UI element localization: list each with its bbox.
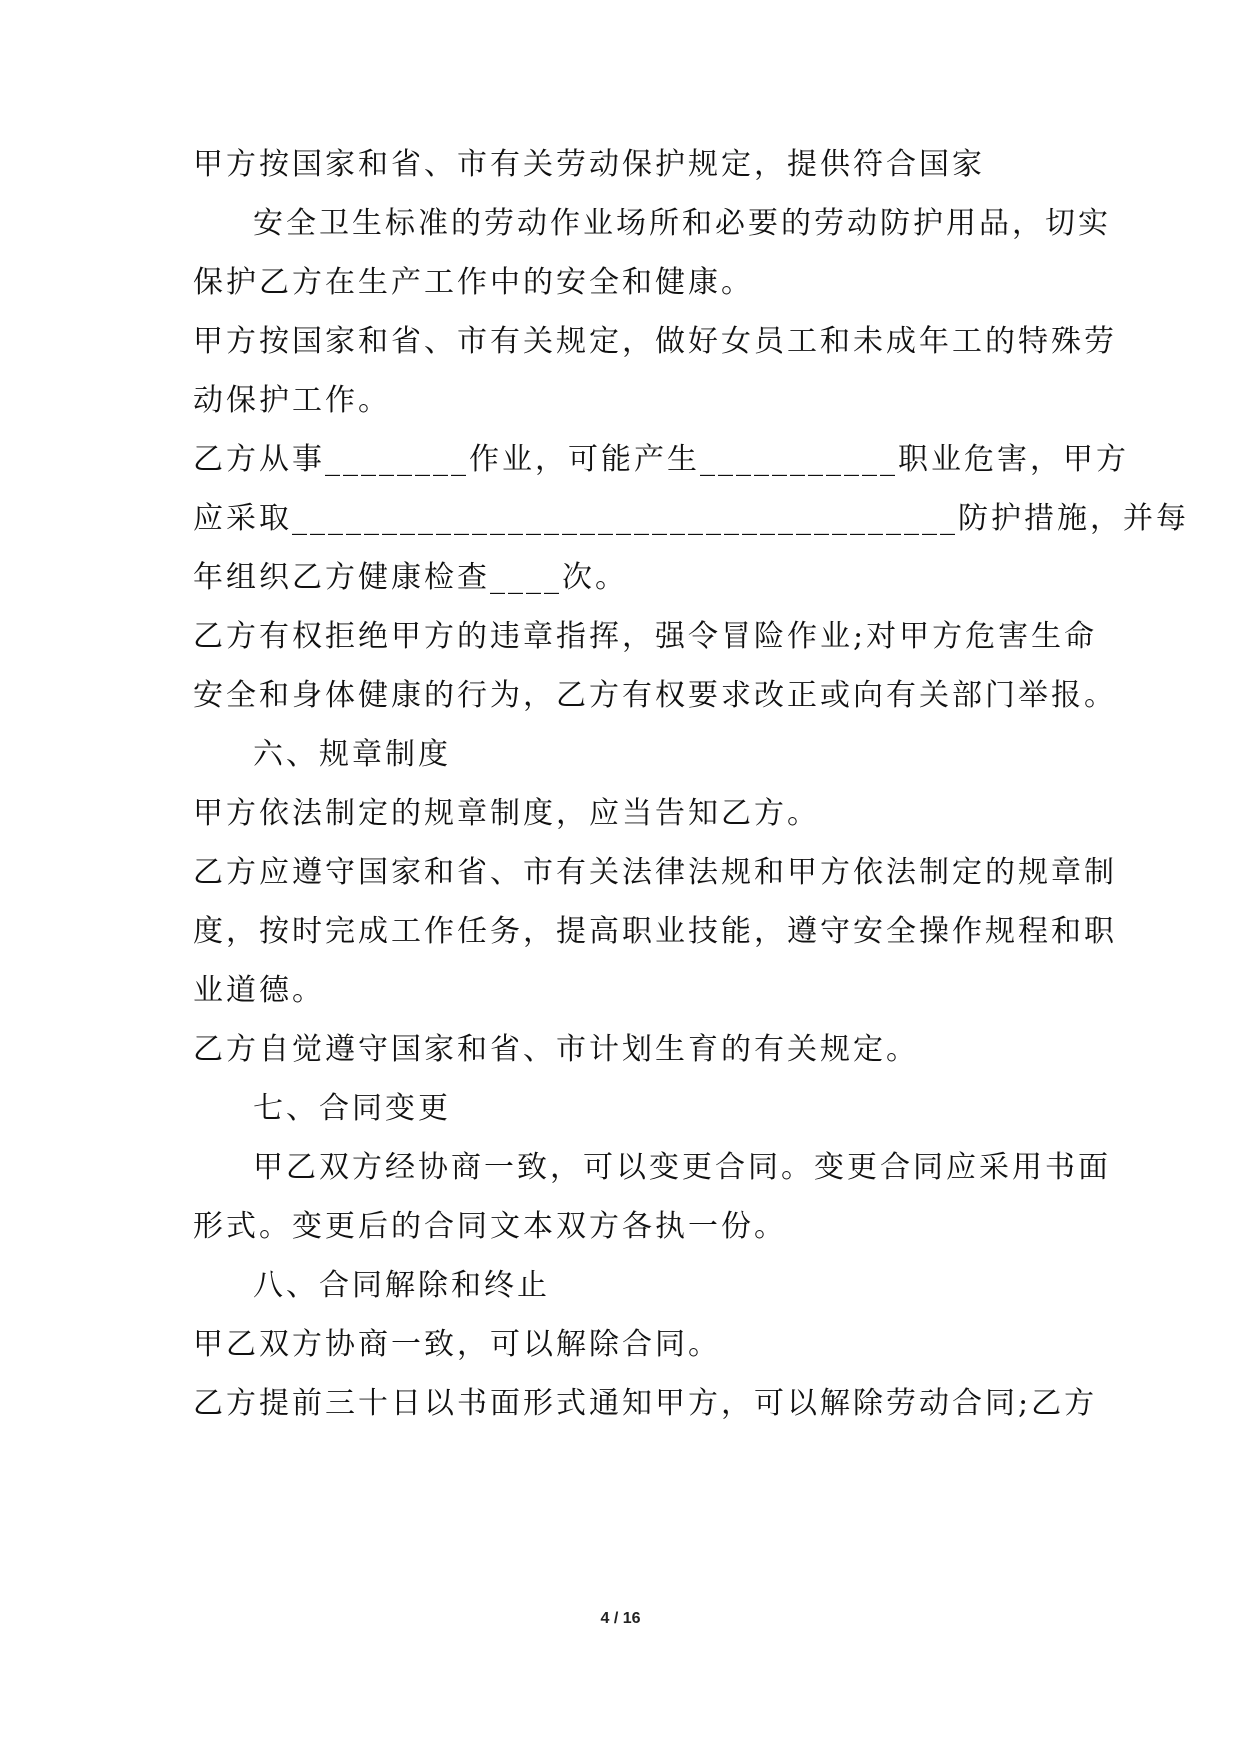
paragraph-line: 甲乙双方经协商一致，可以变更合同。变更合同应采用书面 <box>253 1150 1111 1185</box>
paragraph-line: 保护乙方在生产工作中的安全和健康。 <box>193 265 754 300</box>
page-number: 4 / 16 <box>600 1610 641 1627</box>
paragraph-line: 安全卫生标准的劳动作业场所和必要的劳动防护用品，切实 <box>253 206 1111 241</box>
paragraph-line: 乙方有权拒绝甲方的违章指挥，强令冒险作业;对甲方危害生命 <box>193 619 1098 654</box>
paragraph-line: 乙方提前三十日以书面形式通知甲方，可以解除劳动合同;乙方 <box>193 1386 1098 1421</box>
paragraph-line: 应采取_____________________________________防护措施，并每 <box>193 501 1189 536</box>
paragraph-line: 动保护工作。 <box>193 383 391 418</box>
paragraph-line: 度，按时完成工作任务，提高职业技能，遵守安全操作规程和职 <box>193 914 1117 949</box>
paragraph-line: 甲方依法制定的规章制度，应当告知乙方。 <box>193 796 820 831</box>
section-heading: 八、合同解除和终止 <box>253 1268 550 1303</box>
paragraph-line: 乙方应遵守国家和省、市有关法律法规和甲方依法制定的规章制 <box>193 855 1117 890</box>
paragraph-line: 甲乙双方协商一致，可以解除合同。 <box>193 1327 721 1362</box>
section-heading: 六、规章制度 <box>253 737 451 772</box>
section-heading: 七、合同变更 <box>253 1091 451 1126</box>
paragraph-line: 业道德。 <box>193 973 325 1008</box>
paragraph-line: 甲方按国家和省、市有关劳动保护规定，提供符合国家 <box>193 147 985 182</box>
paragraph-line: 乙方从事________作业，可能产生___________职业危害，甲方 <box>193 442 1129 477</box>
paragraph-line: 年组织乙方健康检查____次。 <box>193 560 628 595</box>
paragraph-line: 甲方按国家和省、市有关规定，做好女员工和未成年工的特殊劳 <box>193 324 1117 359</box>
paragraph-line: 乙方自觉遵守国家和省、市计划生育的有关规定。 <box>193 1032 919 1067</box>
paragraph-line: 安全和身体健康的行为，乙方有权要求改正或向有关部门举报。 <box>193 678 1117 713</box>
paragraph-line: 形式。变更后的合同文本双方各执一份。 <box>193 1209 787 1244</box>
